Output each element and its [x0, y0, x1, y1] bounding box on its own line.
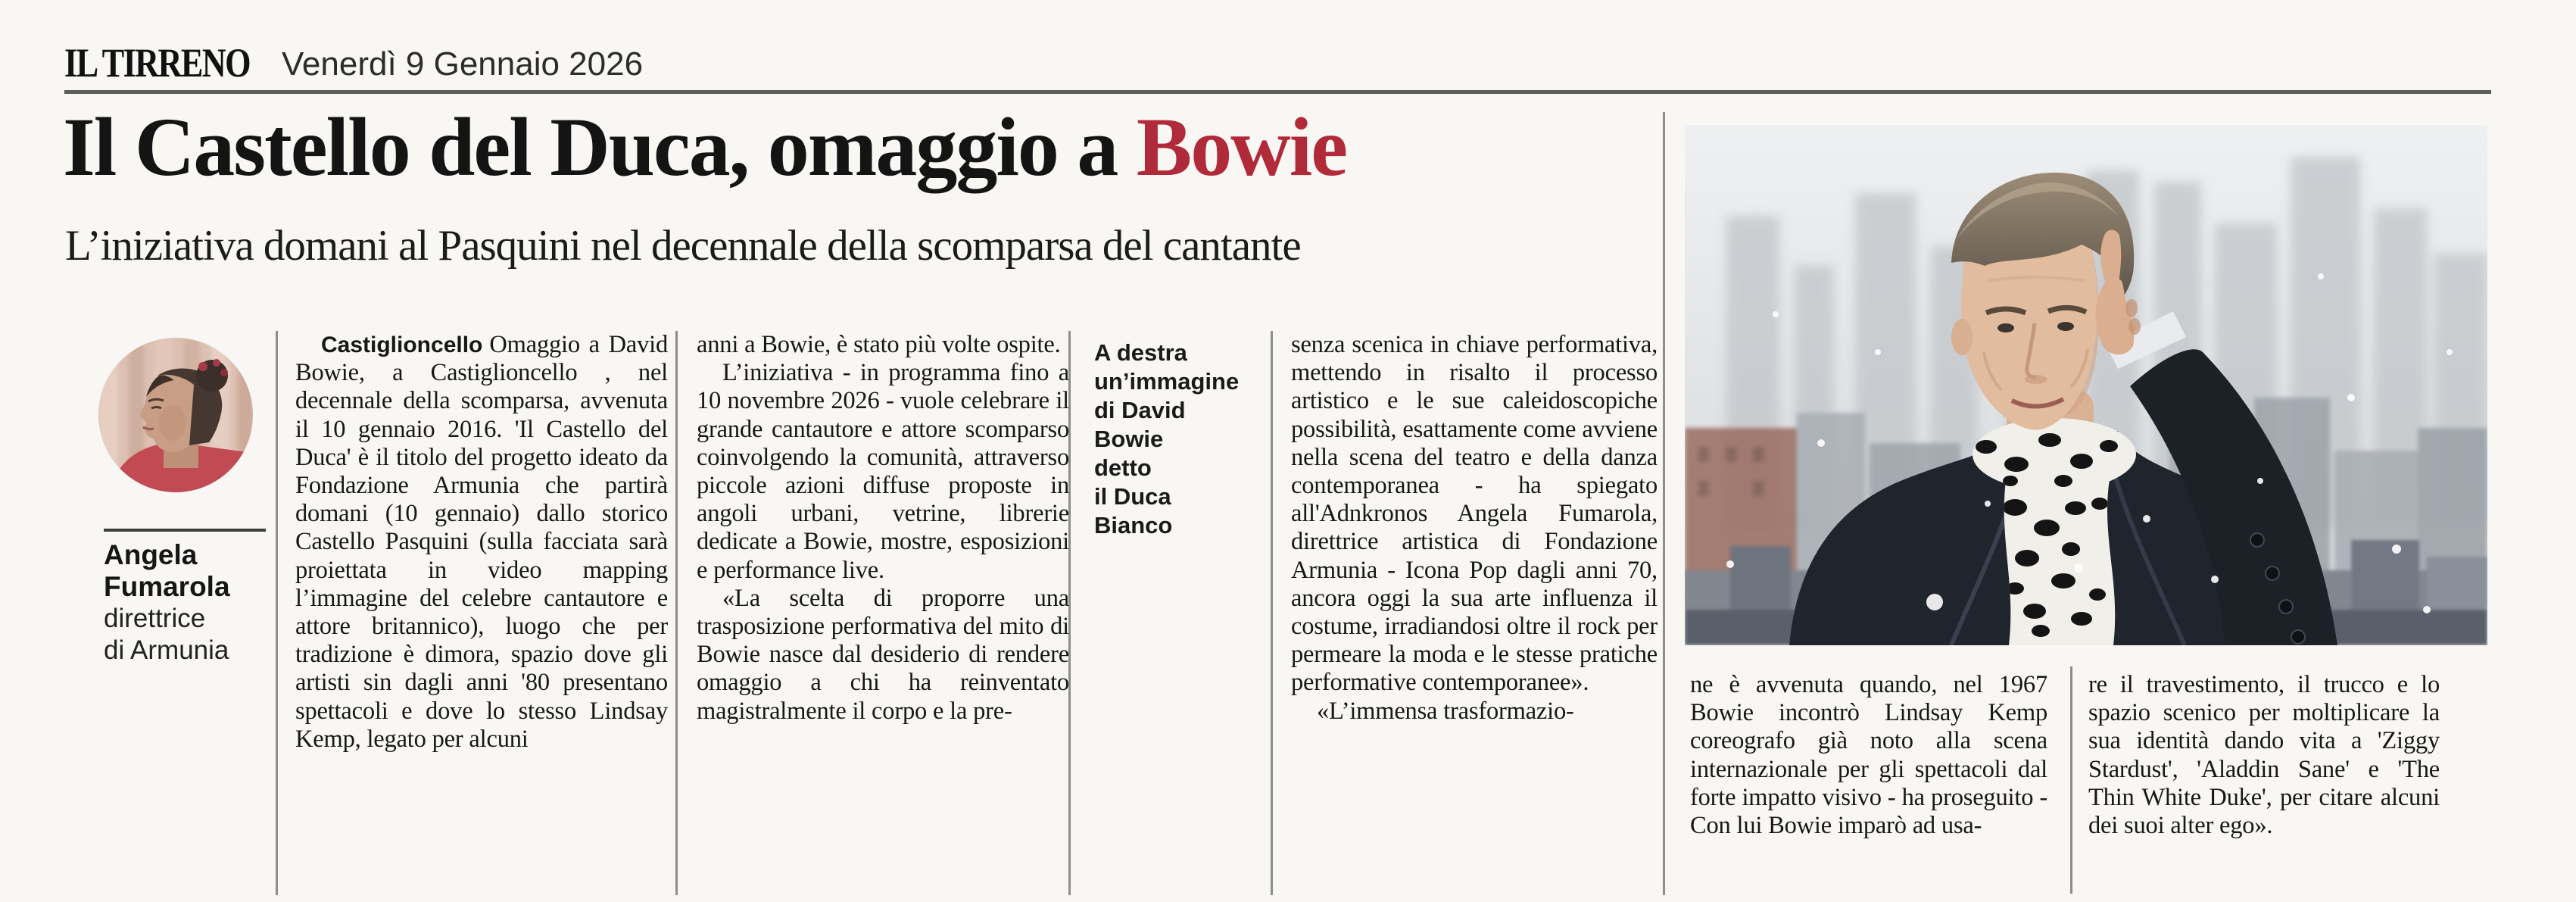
subhead: L’iniziativa domani al Pasquini nel decennale della scomparsa del cantante: [65, 222, 1301, 270]
caption-line: detto: [1094, 454, 1152, 481]
article-column-4: [1690, 671, 2047, 898]
headline-black: Il Castello del Duca, omaggio a: [63, 101, 1118, 193]
paragraph: «La scelta di proporre una trasposizione performativa del mito di Bowie nasce dal desiderio di rendere omaggio a chi ha reinventato magistralmente il corpo e la pre-: [697, 584, 1069, 725]
author-role: direttrice di Armunia: [104, 604, 229, 665]
caption-line: A destra: [1094, 339, 1187, 366]
paragraph: senza scenica in chiave performativa, mettendo in risalto il processo artistico e le sue caleidoscopiche possibilità, esattamente come avviene nella scena del teatro e della danza contemporanea - ha spiegato all'Adnkronos Angela Fumarola, direttrice artistica di Fondazione Armunia - Icona Pop dagli anni 70, ancora oggi la sua arte influenza il costume, irradiandosi oltre il rock per permeare la moda e le stesse pratiche performative contemporanee».: [1291, 331, 1658, 697]
caption-line: Bowie: [1094, 426, 1164, 452]
paragraph: «L’immensa trasformazio-: [1317, 697, 1574, 725]
dateline-lead: Castiglioncello: [321, 332, 483, 357]
column-divider-2: [675, 331, 678, 895]
caption-line: un’immagine: [1094, 368, 1240, 395]
column-divider-5: [1663, 112, 1665, 895]
author-name: Angela Fumarola direttrice di Armunia: [104, 521, 278, 666]
paragraph: anni a Bowie, è stato più volte ospite.: [697, 331, 1061, 358]
article-column-2: [697, 331, 1069, 897]
photo-caption: [1094, 339, 1268, 540]
paragraph: L’iniziativa - in programma fino a 10 novembre 2026 - vuole celebrare il grande cantautore e attore scomparso coinvolgendo la comunità, attraverso piccole azioni diffuse proposte in angoli urbani, vetrine, librerie dedicate a Bowie, mostre, esposizioni e performance live.: [697, 359, 1069, 584]
headline: [63, 101, 1346, 193]
author-avatar: [98, 338, 253, 492]
headline-highlight: Bowie: [1136, 101, 1347, 193]
paragraph: re il travestimento, il trucco e lo spazio scenico per moltiplicare la sua identità dando vita a 'Ziggy Stardust', 'Aladdin Sane' e 'The Thin White Duke', per citare alcuni dei suoi alter ego».: [2088, 671, 2440, 840]
caption-line: Bianco: [1094, 512, 1173, 538]
masthead-date: Venerdì 9 Gennaio 2026: [282, 45, 644, 83]
paragraph: Castiglioncello Omaggio a David Bowie, a Castiglioncello , nel decennale della scomparsa, avvenuta il 10 gennaio 2016. 'Il Castello del Duca' è il titolo del progetto ideato da Fondazione Armunia che partirà domani (10 gennaio) dallo storico Castello Pasquini (sulla facciata sarà proiettata in video mapping l’immagine del celebre cantautore e attore britannico), luogo che per tradizione è dimora, spazio dove gli artisti sin dagli anni '80 presentano spettacoli e dove lo stesso Lindsay Kemp, legato per alcuni: [295, 331, 668, 753]
masthead-rule: [64, 90, 2491, 94]
paragraph: ne è avvenuta quando, nel 1967 Bowie incontrò Lindsay Kemp coreografo già noto alla scena internazionale per gli spettacoli dal forte impatto visivo - ha proseguito - Con lui Bowie imparò ad usa-: [1690, 671, 2047, 840]
column-divider-6: [2070, 666, 2072, 894]
caption-line: di David: [1094, 397, 1186, 423]
masthead-logo: IL TIRRENO: [64, 40, 250, 86]
article-column-3: [1291, 331, 1658, 897]
caption-line: il Duca: [1094, 483, 1171, 510]
column-divider-4: [1271, 331, 1273, 895]
article-column-1: [295, 331, 668, 897]
article-column-5: [2088, 671, 2440, 898]
david-bowie-photo: [1685, 125, 2487, 645]
